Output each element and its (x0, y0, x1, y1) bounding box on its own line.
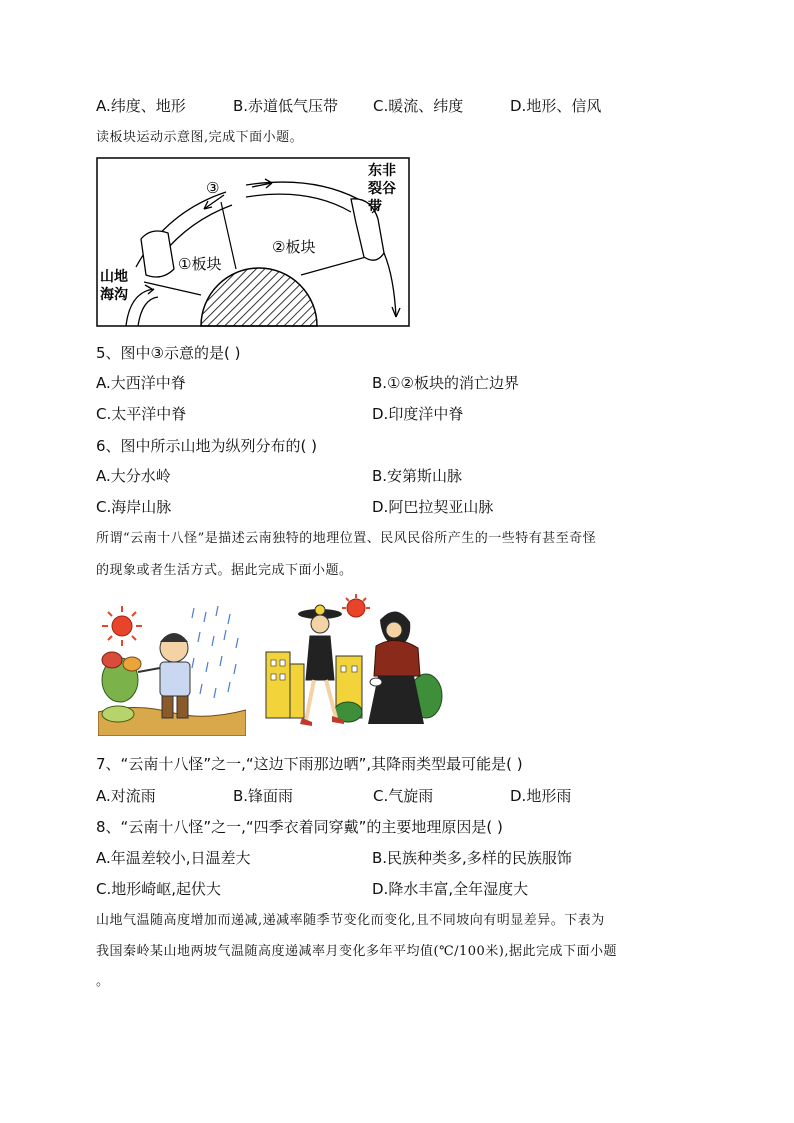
label-mountain: 山地 (100, 269, 128, 285)
label-rift-line3: 带 (368, 199, 382, 215)
q4-option-d: D.地形、信风 (510, 97, 602, 115)
q6-option-b: B.安第斯山脉 (372, 467, 463, 485)
yunnan-intro-line1: 所谓“云南十八怪”是描述云南独特的地理位置、民风民俗所产生的一些特有甚至奇怪 (96, 531, 597, 546)
q4-option-c: C.暖流、纬度 (373, 97, 464, 115)
q7-option-b: B.锋面雨 (233, 787, 294, 805)
q8-stem: 8、“云南十八怪”之一,“四季衣着同穿戴”的主要地理原因是( ) (96, 818, 503, 836)
q4-option-a: A.纬度、地形 (96, 97, 186, 115)
cartoon-rain-and-sun (98, 602, 246, 736)
q5-option-d: D.印度洋中脊 (372, 405, 464, 423)
q6-option-d: D.阿巴拉契亚山脉 (372, 498, 494, 516)
q6-stem: 6、图中所示山地为纵列分布的( ) (96, 437, 318, 455)
q5-option-c: C.太平洋中脊 (96, 405, 187, 423)
q7-option-d: D.地形雨 (510, 787, 572, 805)
q5-option-b: B.①②板块的消亡边界 (372, 374, 519, 392)
q7-option-c: C.气旋雨 (373, 787, 434, 805)
qinling-intro-line3: 。 (96, 974, 110, 989)
label-rift-line1: 东非 (368, 163, 396, 179)
label-plate-1: ①板块 (178, 255, 222, 273)
qinling-intro-line2: 我国秦岭某山地两坡气温随高度递减率月变化多年平均值(℃/100米),据此完成下面小题 (96, 944, 618, 959)
q8-option-d: D.降水丰富,全年湿度大 (372, 880, 529, 898)
qinling-intro-line1: 山地气温随高度增加而递减,递减率随季节变化而变化,且不同坡向有明显差异。下表为 (96, 913, 605, 928)
label-rift-line2: 裂谷 (368, 181, 396, 197)
q8-option-a: A.年温差较小,日温差大 (96, 849, 251, 867)
plate-motion-diagram (96, 157, 410, 329)
plate-intro-text: 读板块运动示意图,完成下面小题。 (96, 130, 304, 145)
q8-option-c: C.地形崎岖,起伏大 (96, 880, 222, 898)
q6-option-a: A.大分水岭 (96, 467, 171, 485)
q5-option-a: A.大西洋中脊 (96, 374, 186, 392)
yunnan-intro-line2: 的现象或者生活方式。据此完成下面小题。 (96, 563, 353, 578)
cartoon-four-seasons-clothing (262, 594, 444, 736)
q6-option-c: C.海岸山脉 (96, 498, 172, 516)
q5-stem: 5、图中③示意的是( ) (96, 344, 241, 362)
q8-option-b: B.民族种类多,多样的民族服饰 (372, 849, 572, 867)
label-ridge-3: ③ (206, 179, 220, 197)
label-trench: 海沟 (100, 287, 128, 303)
q4-option-b: B.赤道低气压带 (233, 97, 339, 115)
q7-stem: 7、“云南十八怪”之一,“这边下雨那边晒”,其降雨类型最可能是( ) (96, 755, 523, 773)
label-plate-2: ②板块 (272, 238, 316, 256)
q7-option-a: A.对流雨 (96, 787, 156, 805)
